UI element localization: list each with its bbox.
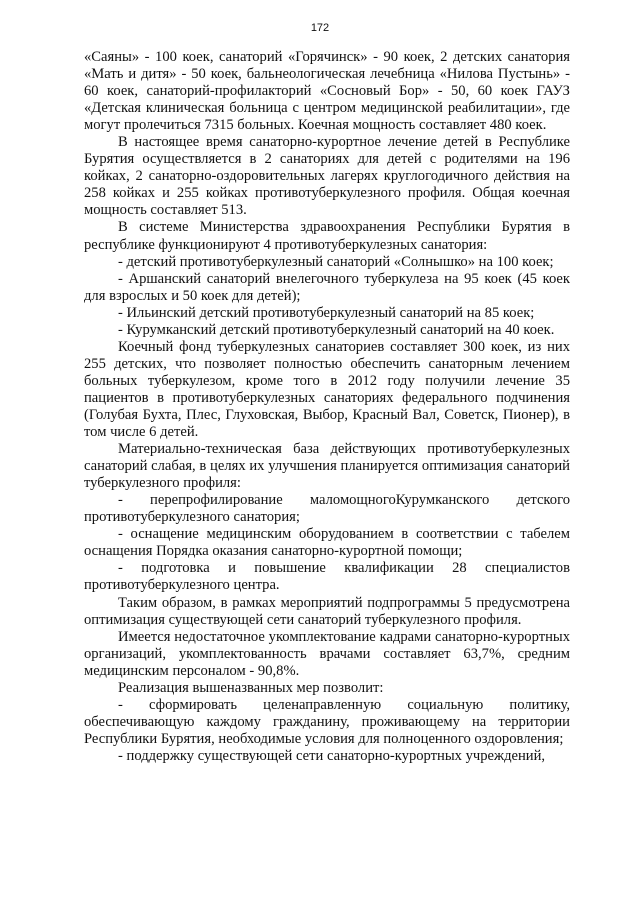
list-item: - поддержку существующей сети санаторно-курортных учреждений,: [118, 747, 546, 764]
paragraph: Реализация вышеназванных мер позволит:: [118, 679, 384, 696]
page-number: 172: [310, 22, 330, 34]
list-item: - перепрофилирование маломощногоКурумканского детского противотуберкулезного санатория;: [84, 492, 570, 526]
list-item: - оснащение медицинским оборудованием в соответствии с табелем оснащения Порядка оказания санаторно-курортной помощи;: [84, 526, 570, 560]
list-item: - Ильинский детский противотуберкулезный санаторий на 85 коек;: [118, 304, 535, 321]
body-text: [84, 49, 570, 765]
paragraph: «Саяны» - 100 коек, санаторий «Горячинск» - 90 коек, 2 детских санатория «Мать и дитя» - 50 коек, бальнеологическая лечебница «Нилова Пустынь» - 60 коек, санаторий-профилакторий «Сосновый Бор» - 50, 60 коек ГАУЗ «Детская клиническая больница с центром медицинской реабилитации», где могут пролечиться 7315 больных. Коечная мощность составляет 480 коек.: [84, 49, 570, 134]
list-item: - сформировать целенаправленную социальную политику, обеспечивающую каждому гражданину, проживающему на территории Республики Бурятия, необходимые условия для полноценного оздоровления;: [84, 696, 570, 747]
list-item: - Аршанский санаторий внелегочного туберкулеза на 95 коек (45 коек для взрослых и 50 коек для детей);: [84, 270, 570, 304]
list-item: - Курумканский детский противотуберкулезный санаторий на 40 коек.: [118, 321, 555, 338]
paragraph: Материально-техническая база действующих противотуберкулезных санаторий слабая, в целях их улучшения планируется оптимизация санаторий туберкулезного профиля:: [84, 441, 570, 492]
paragraph: Таким образом, в рамках мероприятий подпрограммы 5 предусмотрена оптимизация существующей сети санаторий туберкулезного профиля.: [84, 594, 570, 628]
paragraph: Имеется недостаточное укомплектование кадрами санаторно-курортных организаций, укомплектованность врачами составляет 63,7%, средним медицинским персоналом - 90,8%.: [84, 628, 570, 679]
paragraph: В настоящее время санаторно-курортное лечение детей в Республике Бурятия осуществляется в 2 санаториях для детей с родителями на 196 койках, 2 санаторно-оздоровительных лагерях круглогодичного действия на 258 койках и 255 койках противотуберкулезного профиля. Общая коечная мощность составляет 513.: [84, 134, 570, 219]
list-item: - подготовка и повышение квалификации 28 специалистов противотуберкулезного центра.: [84, 560, 570, 594]
paragraph: Коечный фонд туберкулезных санаториев составляет 300 коек, из них 255 детских, что позволяет полностью обеспечить санаторным лечением больных туберкулезом, кроме того в 2012 году получили лечение 35 пациентов в противотуберкулезных санаториях федерального подчинения (Голубая Бухта, Плес, Глуховская, Выбор, Красный Вал, Советск, Пионер), в том числе 6 детей.: [84, 338, 570, 441]
list-item: - детский противотуберкулезный санаторий «Солнышко» на 100 коек;: [118, 253, 554, 270]
paragraph: В системе Министерства здравоохранения Республики Бурятия в республике функционируют 4 противотуберкулезных санатория:: [84, 219, 570, 253]
